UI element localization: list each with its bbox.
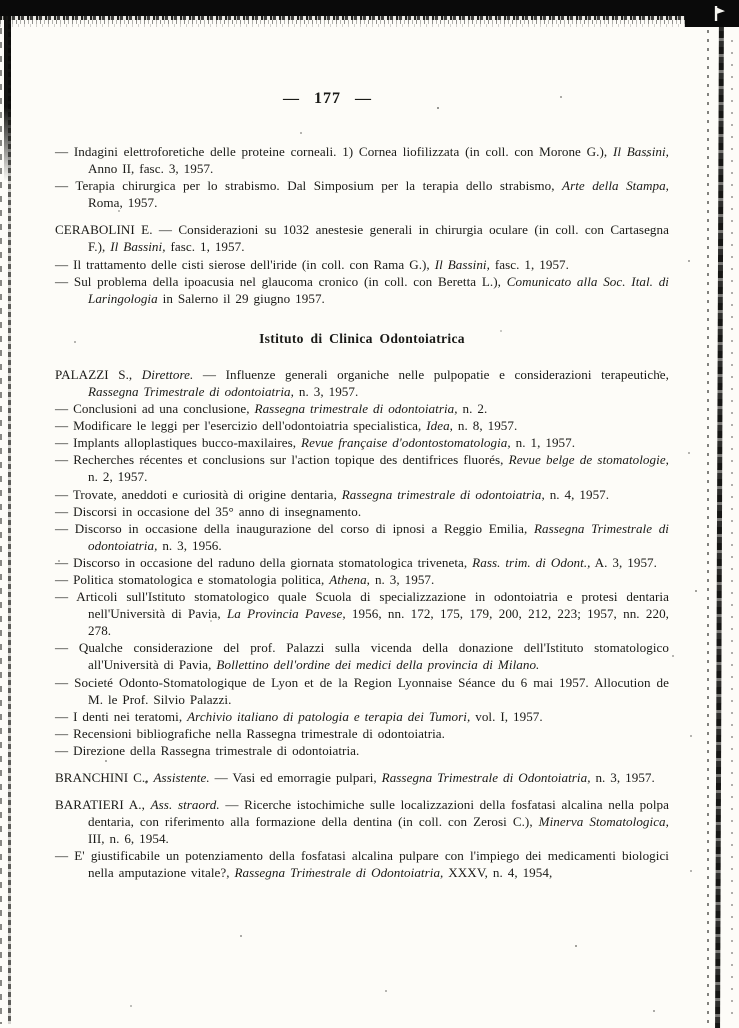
page-number: — 177 — [283, 90, 372, 107]
journal-title: Idea, [426, 418, 453, 434]
top-right-scan-corner [685, 0, 739, 27]
entry-text: vol. I, 1957. [470, 708, 543, 724]
bibliography-entry [55, 400, 669, 417]
bibliography-entry [55, 143, 669, 177]
bibliography-entry [55, 177, 669, 211]
journal-title: Minerva Stomatologica, [538, 814, 669, 830]
journal-title: Arte della Stampa, [562, 178, 669, 194]
bibliography-entry [55, 434, 669, 451]
entry-text: — I denti nei teratomi, [55, 708, 188, 724]
entry-text: fasc. 1, 1957. [489, 256, 569, 272]
bibliography-entry [55, 588, 669, 639]
entry-text: n. 3, 1957. [370, 571, 435, 587]
bibliography-entry [55, 639, 669, 673]
section-heading: Istituto di Clinica Odontoiatrica [259, 330, 465, 346]
journal-title: Rass. trim. di Odont., [472, 554, 591, 570]
entry-text: n. 3, 1957. [590, 770, 655, 785]
entry-text: — Societé Odonto-Stomatologique de Lyon et de la Region Lyonnaise Séance du 6 mai 1957. Allocution de M. le Prof. Silvio Palazzi. [55, 674, 669, 707]
left-scan-smudge [4, 16, 11, 181]
entry-text: III, n. 6, 1954. [88, 831, 169, 847]
journal-title: Ass. straord. [150, 797, 220, 813]
entry-text: — Indagini elettroforetiche delle proteine corneali. 1) Cornea liofilizzata (in coll. con Morone G.), [55, 144, 613, 159]
entry-text: — Il trattamento delle cisti sierose dell'iride (in coll. con Rama G.), [55, 256, 435, 272]
journal-title: Assistente. [153, 770, 210, 785]
journal-title: Rassegna Trimestrale di odontoiatria, [88, 520, 669, 553]
top-scan-band-fray [0, 24, 739, 27]
bibliography-entry [55, 366, 669, 400]
entry-text: — Qualche considerazione del prof. Palazzi sulla vicenda della donazione dell'Istituto stomatologico all'Università di Pavia, [55, 640, 669, 673]
bibliography-entry [55, 273, 669, 307]
entry-text: in Salerno il 29 giugno 1957. [157, 290, 325, 306]
journal-title: La Provincia Pavese, [226, 606, 346, 622]
entry-text: — Recherches récentes et conclusions sur l'action topique des dentifrices fluorés, [55, 452, 509, 468]
bibliography-list [55, 143, 669, 882]
entry-text: Roma, 1957. [88, 195, 158, 211]
bibliography-entry [55, 520, 669, 554]
entry-text: — Trovate, aneddoti e curiosità di origine dentaria, [55, 486, 342, 502]
entry-text: 1956, nn. 172, 175, 179, 200, 212, 223; 1957, nn. 220, 278. [88, 606, 669, 639]
bibliography-entry [55, 417, 669, 434]
entry-text: — Ricerche istochimiche sulle localizzazioni della fosfatasi alcalina nella polpa dentaria, con riferimento alla formazione della dentina (in coll. con Zerosi C.), [88, 797, 670, 830]
journal-title: Il Bassini, [612, 144, 669, 159]
bibliography-entry [55, 256, 669, 273]
journal-title: Comunicato alla Soc. Ital. di Laringologia [88, 273, 669, 306]
bibliography-entry [55, 571, 669, 588]
entry-text: — E' giustificabile un potenziamento della fosfatasi alcalina pulpare con l'impiego dei medicamenti biologici nella amputazione vitale?, [55, 848, 669, 881]
journal-title: Il Bassini, [434, 256, 490, 272]
bibliography-entry [55, 221, 669, 255]
bibliography-entry [55, 725, 669, 742]
entry-text: — Direzione della Rassegna trimestrale di odontoiatria. [55, 742, 360, 758]
entry-text: n. 1, 1957. [510, 435, 576, 451]
journal-title: Rassegna trimestrale di odontoiatria, [341, 486, 545, 502]
bibliography-entry [55, 847, 669, 881]
entry-text: — Articoli sull'Istituto stomatologico quale Scuola di specializzazione in odontoiatria e protesi dentaria nell'Università di Pavia, [55, 589, 669, 622]
right-outer-dotted-scan-line [731, 40, 733, 1024]
left-page-edge [0, 0, 2, 1024]
entry-text: — Vasi ed emorragie pulpari, [209, 770, 382, 785]
journal-title: Direttore. [141, 366, 194, 382]
journal-title: Rassegna trimestrale di odontoiatria, [254, 401, 458, 417]
journal-title: Rassegna Trimestrale di Odontoiatria, [381, 770, 591, 785]
bibliography-entry [55, 503, 669, 520]
bibliography-entry [55, 451, 669, 485]
entry-text: n. 3, 1956. [157, 537, 222, 553]
entry-text: n. 2. [457, 401, 488, 417]
entry-text: — Influenze generali organiche nelle pulpopatie e considerazioni terapeutiche, [193, 366, 669, 382]
entry-text: PALAZZI S., [55, 366, 142, 382]
entry-text: — Discorso in occasione del raduno della giornata stomatologica triveneta, [55, 554, 473, 570]
entry-text: fasc. 1, 1957. [165, 239, 245, 255]
right-scan-line [715, 15, 724, 1028]
entry-text: n. 8, 1957. [453, 418, 518, 434]
entry-text: n. 4, 1957. [544, 486, 610, 502]
entry-text: — Conclusioni ad una conclusione, [55, 401, 255, 417]
journal-title: Athena, [329, 571, 371, 587]
journal-title: Bollettino dell'ordine dei medici della provincia di Milano. [216, 657, 540, 673]
journal-title: Archivio italiano di patologia e terapia dei Tumori, [187, 708, 471, 724]
entry-text: — Sul problema della ipoacusia nel glaucoma cronico (in coll. con Beretta L.), [55, 273, 507, 289]
entry-text: XXXV, n. 4, 1954, [443, 865, 553, 881]
entry-text: BRANCHINI C., [55, 770, 154, 785]
entry-text: CERABOLINI E. — Considerazioni su 1032 anestesie generali in chirurgia oculare (in coll. con Cartasegna F.), [55, 222, 669, 255]
bibliography-entry [55, 708, 669, 725]
entry-text: Anno II, fasc. 3, 1957. [88, 161, 214, 177]
journal-title: Revue belge de stomatologie, [508, 452, 670, 468]
entry-text: — Politica stomatologica e stomatologia politica, [55, 571, 330, 587]
entry-text: — Implants alloplastiques bucco-maxilaires, [55, 435, 302, 451]
entry-text: — Discorso in occasione della inaugurazione del corso di ipnosi a Reggio Emilia, [55, 520, 534, 536]
journal-title: Il Bassini, [110, 239, 166, 255]
bibliography-entry [55, 554, 669, 571]
top-scan-band [0, 0, 739, 16]
entry-text: — Recensioni bibliografiche nella Rassegna trimestrale di odontoiatria. [55, 725, 445, 741]
bibliography-entry [55, 486, 669, 503]
bibliography-entry [55, 742, 669, 759]
entry-text: — Discorsi in occasione del 35° anno di insegnamento. [55, 503, 362, 519]
bibliography-entry [55, 769, 669, 786]
entry-text: n. 3, 1957. [293, 383, 359, 399]
entry-text: n. 2, 1957. [88, 469, 148, 485]
bibliography-entry [55, 796, 669, 847]
entry-text: — Terapia chirurgica per lo strabismo. Dal Simposium per la terapia dello strabismo, [55, 178, 563, 194]
journal-title: Rassegna Trimestrale di odontoiatria, [88, 383, 294, 399]
entry-text: — Modificare le leggi per l'esercizio dell'odontoiatria specialistica, [55, 418, 427, 434]
entry-text: A. 3, 1957. [590, 554, 657, 570]
entry-text: BARATIERI A., [55, 797, 151, 813]
right-dotted-scan-line [707, 30, 709, 1024]
bibliography-entry [55, 674, 669, 708]
journal-title: Rassegna Trimestrale di Odontoiatria, [234, 865, 444, 881]
journal-title: Revue française d'odontostomatologia, [301, 435, 511, 451]
